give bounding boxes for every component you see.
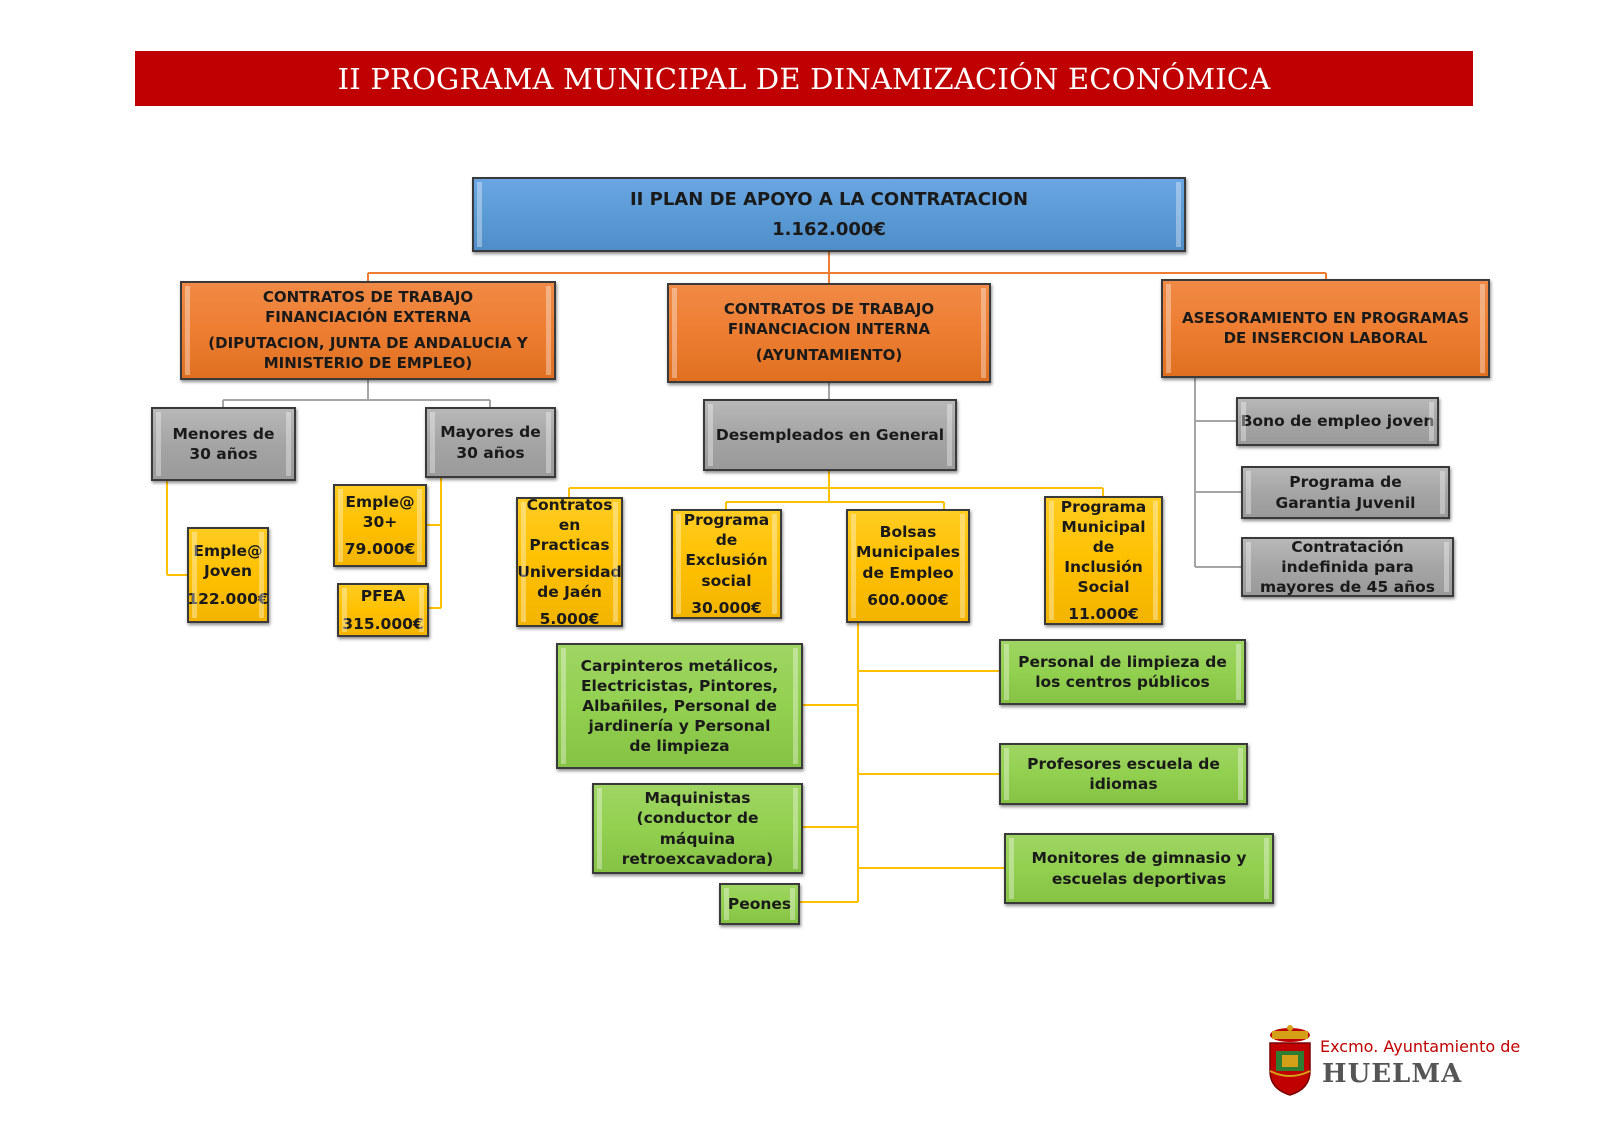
page-title: II PROGRAMA MUNICIPAL DE DINAMIZACIÓN ECONÓMICA <box>135 51 1473 106</box>
root-plan-title: II PLAN DE APOYO A LA CONTRATACION <box>629 188 1029 210</box>
exclusion-box <box>671 509 782 619</box>
huelma-logo <box>1262 1025 1567 1095</box>
advice-box <box>1161 279 1490 378</box>
monitores-box <box>1004 833 1274 904</box>
pfea-label: PFEA <box>360 587 406 606</box>
maquinistas-box <box>592 783 803 874</box>
inclusion-title: Programa Municipal de Inclusión Social <box>1060 497 1147 597</box>
bono-empleo-box <box>1236 397 1439 446</box>
logo-line-1: Excmo. Ayuntamiento de <box>1320 1037 1521 1056</box>
bolsas-title: Bolsas Municipales de Empleo <box>856 523 960 582</box>
practicas-amount: 5.000€ <box>539 610 600 629</box>
profesores-label: Profesores escuela de idiomas <box>1027 754 1220 793</box>
pfea-amount: 315.000€ <box>342 614 424 633</box>
emplea-30-amount: 79.000€ <box>344 540 416 559</box>
peones-box <box>719 883 800 925</box>
emplea-joven-amount: 122.000€ <box>187 589 269 608</box>
profesores-box <box>999 743 1248 805</box>
peones-label: Peones <box>727 894 792 913</box>
emplea-joven-box <box>187 527 269 623</box>
garantia-juvenil-label: Programa de Garantia Juvenil <box>1275 473 1416 512</box>
maquinistas-label: Maquinistas (conductor de máquina retroexcavadora) <box>621 789 774 868</box>
internal-funding-box <box>667 283 991 383</box>
bono-empleo-label: Bono de empleo joven <box>1240 412 1435 431</box>
exclusion-title: Programa de Exclusión social <box>683 511 770 590</box>
under-30-label: Menores de 30 años <box>172 424 275 463</box>
limpieza-box <box>999 639 1246 705</box>
general-unemployed-box <box>703 399 957 471</box>
garantia-juvenil-box <box>1241 466 1450 519</box>
external-funding-title: CONTRATOS DE TRABAJO FINANCIACIÓN EXTERNA <box>262 288 474 326</box>
bolsas-box <box>846 509 970 623</box>
carpinteros-label: Carpinteros metálicos, Electricistas, Pintores, Albañiles, Personal de jardinería y Personal de limpieza <box>580 656 779 756</box>
monitores-label: Monitores de gimnasio y escuelas deportivas <box>1031 849 1247 888</box>
root-plan-box <box>472 177 1186 252</box>
exclusion-amount: 30.000€ <box>691 598 762 617</box>
emplea-30-label: Emple@ 30+ <box>345 492 415 531</box>
general-unemployed-label: Desempleados en General <box>715 425 945 444</box>
pfea-box <box>337 583 429 637</box>
bolsas-amount: 600.000€ <box>867 590 949 609</box>
practicas-box <box>516 497 623 627</box>
inclusion-box <box>1044 496 1163 625</box>
emplea-30-box <box>333 484 427 567</box>
advice-title: ASESORAMIENTO EN PROGRAMAS DE INSERCION LABORAL <box>1181 309 1469 347</box>
internal-funding-title: CONTRATOS DE TRABAJO FINANCIACION INTERNA <box>723 300 935 338</box>
contratacion-indefinida-label: Contratación indefinida para mayores de 45 años <box>1259 537 1435 597</box>
practicas-title: Contratos en Practicas <box>526 495 613 554</box>
over-30-box <box>425 407 556 478</box>
emplea-joven-label: Emple@ Joven <box>193 542 263 581</box>
external-funding-sources: (DIPUTACION, JUNTA DE ANDALUCIA Y MINISTERIO DE EMPLEO) <box>208 334 528 372</box>
logo-line-2: HUELMA <box>1322 1059 1463 1089</box>
limpieza-label: Personal de limpieza de los centros públicos <box>1018 652 1227 691</box>
coat-of-arms-icon <box>1262 1025 1318 1097</box>
over-30-label: Mayores de 30 años <box>440 423 541 462</box>
carpinteros-box <box>556 643 803 769</box>
under-30-box <box>151 407 296 481</box>
root-plan-amount: 1.162.000€ <box>772 219 886 240</box>
external-funding-box <box>180 281 556 380</box>
inclusion-amount: 11.000€ <box>1068 605 1139 624</box>
practicas-university: Universidad de Jaén <box>517 563 622 602</box>
internal-funding-source: (AYUNTAMIENTO) <box>755 346 903 365</box>
contratacion-indefinida-box <box>1241 537 1454 597</box>
